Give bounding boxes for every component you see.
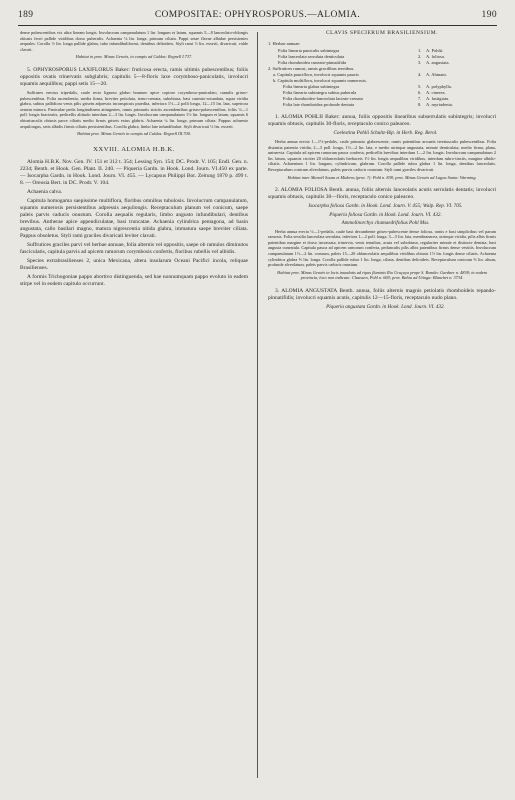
running-header [18,10,497,24]
paragraph: Herba annua erecta ½—1-pedalis, caule basi decumbente griseo-pubescente dense foliosa, ramis e basi simplicibus vel parum ramosis. Folia sessilia lanceolata serrulata, inferiora 1—2 poll. longa, 3—5 lin. lata, membranacea, utrinque viridia, pilis albis firmis patentibus margine et dorso incrassata, trinervia, venis tenuibus, acuta vel subobtusa, regulariter minute et distincte dentata, basi angusta cuneatula. Capitula pauca ad apicem ramorum conferta, pedunculis pilis albis patentibus firmis dense vestitis. Involucrum campanulatum 1½—2 lin. crassum, paleis 15—20 oblanceolatis aequilibus viridibus obtusis 1½ lin. longis dense ciliatis. Achaenia cylindrica glabra ⅔ lin. longa. Corolla pallide rubra 1 lin. longa, ciliata, dentibus deltoideis. Receptaculum conicum ⅔ lin. altum, profunde alveolatum, paleis parvis caducis onustum. [268,228,496,268]
key-lead: 2. Suffrutices ramosi, ramis gracilibus teretibus. [268,65,355,71]
key-row-text: Folia late rhomboidea profunde dentata [283,102,354,108]
key-row-text: Folia rhomboidea cuneato-pinnatifida [278,59,346,65]
column-divider [257,32,258,778]
key-row-text: a. Capitula pauciflora, involucri squamis paucis [273,71,359,77]
habitat-note: Habitat in prov. Minas Geraës, in campis ad Caldas: Regnell I.737. [75,54,193,60]
key-row-text: Folia linearia paniculis subintegra [278,47,340,53]
key-row-species: A. Pohlii. [426,47,444,53]
species-description: 1. ALOMIA POHLII Baker: annua, foliis oppositis linearibus subserrulatis subintegris; involucri squamis obtusis, capitulis 30-floris, receptaculo conico paleaceo. [268,114,496,128]
habitat-note: Habitat inter Manoël Souza et Mideros (prov. ?): Pohl n. 838; prov. Minas Geraës ad Lagoa Santa: Warming. [287,174,477,180]
reference: Piqueria foliosa Gardn. in Hook. Lond. Journ. VI. 432. [329,211,442,218]
running-title: COMPOSITAE: OPHYROSPORUS.—ALOMIA. [154,10,361,20]
reference: Ammolinorchys chamaedrifolius Pohl Mss. [341,220,430,227]
page-number-right: 190 [481,10,497,20]
paragraph: Suffrutices graciles parvi vel herbae annuae, folia alternis vel oppositis, saepe ob ramulos diminutos fasciculatis, capitula parvis ad apicem ramorum corymbosis confertis, floribus rubellis vel albidis. [20,242,248,256]
key-row-species: A. polyphylla. [426,84,452,90]
key-heading: CLAVIS SPECIERUM BRASILIENSIUM. [325,30,439,36]
key-row [268,102,496,108]
species-description: 3. ALOMIA ANGUSTATA Benth. annua, foliis alternis magnis petiolatis rhomboideis repando-pinnatifidis; involucri squamis acutis, capitulis 12—15-floris, receptaculo nudo plano. [268,287,496,301]
habitat-note: Habitat prov. Minas Geraës in locis inundatis ad ripas fluminis Rio Uruçuya prope S. Romão: Gardner n. 4838; in eadem provincia, loco non indicato: Claussen, Pohl n. 669; prov. Bahia ad Utinga: Blanchet n. 3734. [277,269,487,281]
key-row-species: A. angustata. [426,59,450,65]
key-row [268,72,496,78]
habitat-note: Habitat prov. Minas Geraës in campis ad Caldas: Regnell III.700. [77,131,191,137]
paragraph: Species extrabrasilienses 2, unica Mexicana, altera insularum Oceani Pacifici incola, reliquae Brasilienses. [20,258,248,272]
paragraph: A formis Trichogoniae pappo abortivo distinguenda, sed hae nonnumquam pappo evoluto in eadem stirpe vel in eodem capitulo occurrunt. [20,274,248,288]
key-row-species: A. Ahmani. [426,71,447,77]
key-row-number: 4. [418,71,422,77]
key-row-number: 3. [418,59,422,65]
key-row-text: Folia lanceolata serrulata denticulata [278,53,345,59]
paragraph: Herba annua erecta 1—1½-pedalis, caule primario glabrescente, ramis patentibus arcuatis teretiusculis pubescentibus. Folia distantia patentia viridia, 2—3 poll. longa, 1½—2 lin. lata, e medio utrinque angustata, minute denticulata, medio firma, plana, uninervia. Capitula ad apicem ramorum pauca conferta, pedicellis brevibus interdum 1—2 lin. longis. Involucrum campanulatum 2 lin. latum, squamis circiter 20 oblanceolatis herbaceis 1½ lin. longis aequalibus viridibus, interdum rubro-tinctis, margine albido-ciliatis. Achaenium 1 lin. longum, cylindricum, glabrum. Corolla pallide rubra glabra 1 lin. longa, dentibus lanceolatis. Receptaculum conicum alveolatum, paleis parvis caducis onustum. Styli rami graciles divaricati. [268,138,496,172]
key-row-text: Folia linearia glabra subintegra [283,84,340,90]
left-column [20,30,248,790]
key-row [268,60,496,66]
key-row-species: A. fastigiata. [426,96,450,102]
paragraph: dense pubescentibus vix ultra lineam longis. Involucrum campanulatum 1 lin. longum et latum, squamis 5—8 lanceolato-oblongis obtusis ferrò pallide viridibus dorso puberulis. Achaenia ⅛ lin. longa, primum ciliata. Pappi setae flavae albidae persistentes aequales. Corolla ½ lin. longa pallide glabra, tubo infundibuliformi, dentibus deltoideis. Styli rami ⅓ lin. exserti, divaricati, valde clavati. [20,30,248,52]
genus-heading: XXVIII. ALOMIA H.B.K. [93,145,175,153]
species-key [268,41,496,108]
key-row-number: 1. [418,47,422,53]
key-lead: b. Capitula multiflora, involucri squamis numerosis. [273,78,367,84]
key-row-text: Folia rhomboideo-lanceolata lacinio-crenata [283,96,363,102]
genus-description: Capitula homogama saepissime multiflora, floribus omnibus tubulosis. Involucrum campanulatum, squamis numerosis persistentibus adpressis aequilongis. Receptaculum planum vel conicum, saepe paleis parvis caducis onustum. Corolla aequalis regularis, limbo angusto infundibulari, dentibus brevibus. Antherae apice appendiculatae, basi truncatae. Achaenia cylindrica pentagona, ad basin angustata, callo basilari magno, matura nigrescentia nitida glabra, immatura saepe breviter ciliata. Pappus obsoletus. Styli rami graciles divaricati leviter clavati. [20,198,248,240]
page-number-left: 189 [18,10,34,20]
key-row-text: Folia linearia subintegra subtus puberula [283,90,357,96]
key-row-number: 5. [418,84,422,90]
species-description: 2. ALOMIA FOLIOSA Benth. annua, foliis alternis lanceolatis acutis serrulatis dentatis; involucri squamis obtusis, capitulis 30—floris, receptaculo conico paleaceo. [268,187,496,201]
key-row-number: 2. [418,53,422,59]
key-row-species: A. cinerea. [426,90,446,96]
paragraph: Suffrutex erectus tripedalis, caule recto lignoso glabro brunneo apice copiose corymboso-paniculato, ramulis griseo-pubescentibus. Folia ascendentia, media firma, breviter petiolata, terno-crenata, subobtusa, basi cuneato-rotundata, supra viridia glabra, subtus pallidiora venis pilis grisein adpressis inconspicuis praedita, inferiora 1½—2 polli longa, 12—15 lin. lata, superiora sensim minora. Paniculae pedis longitudinem attingentes, ramis primariis strictis ascendentibus griseo-pubescentibus, foliis ½—1 poll. longis bracteatis, pedicellis altitudo interdum 2—3 lin. longis. Involucrum campanulatum 1½ lin. longum et latum, squamis 6 obtusiusculis obtusis parce ciliatis medio firmis griseis extus glabris. Achaenia ¼ lin. longa, primum ciliata. Pappus achaenio aequilongus, setis albidis firmis ciliatis persistentibus. Corolla glabra, limbo late infundibulari. Styli divaricati ⅓ lin. exserti. [20,89,248,129]
key-row-number: 7. [418,96,422,102]
reference: Isocarpha foliosa Gardn. in Hook. Lond. Journ. V. 455; Walp. Rep. VI. 705. [308,203,463,210]
key-lead: 1. Herbae annuae. [268,41,301,47]
paragraph: Achaenia calva. [27,189,63,196]
species-description: 5. OPHYROSPORUS LAXIFLORUS Baker: fruticosa erecta, ramis ultimis pubescentibus; foliis oppositis ovatis trinervatis subglabris; capitulis 5—8-floris laxe corymboso-paniculatis, involucri squamis aequilibus; pappi setis 15—20. [20,66,248,87]
key-row-number: 6. [418,90,422,96]
reference: Piqueria angustata Gardn. in Hook. Lond. Journ. VI. 432. [326,303,445,310]
right-column [268,30,496,790]
key-row-number: 8. [418,102,422,108]
header-rule [18,25,497,26]
key-row-species: A. myriadenia. [426,102,453,108]
reference: Coelestina Pohlii Schultz-Bip. in Herb. Reg. Berol. [333,130,438,137]
key-row-species: A. foliosa. [426,53,445,59]
synonymy: Alomia H.B.K. Nov. Gen. IV. 151 et 312 t. 354; Lessing Syn. 154; DC. Prodr. V. 105; Endl. Gen. n. 2234; Benth. et Hook. Gen. Plant. II. 240. — Piqueria Gardn. in Hook. Lond. Journ. VI.450 ex parte. — Isocarpha Gardn. in Hook. Lond. Journ. VI. 455. — Lycapsus Philippi Bot. Zeitung 1870 p. 499 t. 8. — Oreosia Bert. in DC. Prodr. V. 104. [20,159,248,187]
